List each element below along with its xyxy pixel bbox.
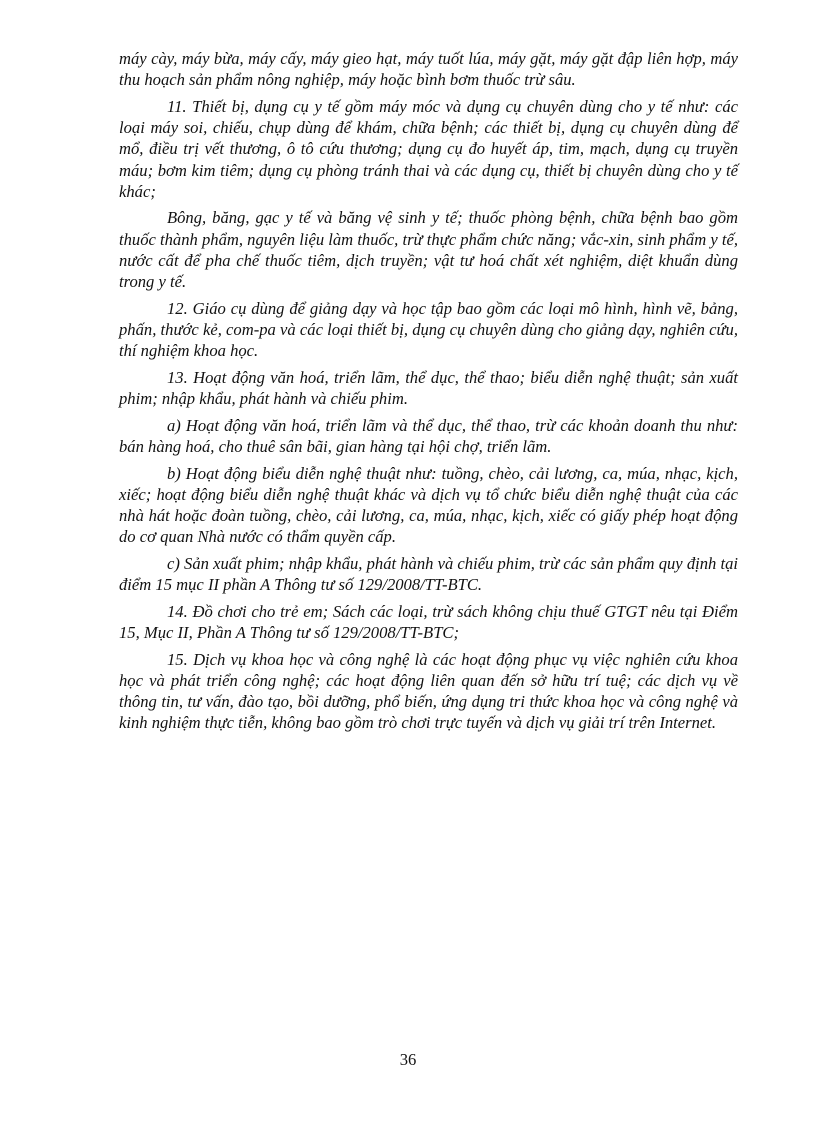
paragraph-item-12: 12. Giáo cụ dùng để giảng dạy và học tập bao gồm các loại mô hình, hình vẽ, bảng, phấn, thước kẻ, com-pa và các loại thiết bị, dụng cụ chuyên dùng cho giảng dạy, nghiên cứu, thí nghiệm khoa học. <box>119 298 738 361</box>
paragraph-item-13c: c) Sản xuất phim; nhập khẩu, phát hành và chiếu phim, trừ các sản phẩm quy định tại điểm 15 mục II phần A Thông tư số 129/2008/TT-BTC. <box>119 553 738 595</box>
paragraph-item-14: 14. Đồ chơi cho trẻ em; Sách các loại, trừ sách không chịu thuế GTGT nêu tại Điểm 15, Mục II, Phần A Thông tư số 129/2008/TT-BTC; <box>119 601 738 643</box>
paragraph-item-13a: a) Hoạt động văn hoá, triển lãm và thể dục, thể thao, trừ các khoản doanh thu như: bán hàng hoá, cho thuê sân bãi, gian hàng tại hội chợ, triển lãm. <box>119 415 738 456</box>
page-number: 36 <box>399 1050 417 1069</box>
paragraph-continuation: máy cày, máy bừa, máy cấy, máy gieo hạt, máy tuốt lúa, máy gặt, máy gặt đập liên hợp, máy thu hoạch sản phẩm nông nghiệp, máy hoặc bình bơm thuốc trừ sâu. <box>119 49 738 90</box>
paragraph-item-11-continued: Bông, băng, gạc y tế và băng vệ sinh y tế; thuốc phòng bệnh, chữa bệnh bao gồm thuốc thành phẩm, nguyên liệu làm thuốc, trừ thực phẩm chức năng; vắc-xin, sinh phẩm y tế, nước cất để pha chế thuốc tiêm, dịch truyền; vật tư hoá chất xét nghiệm, diệt khuẩn dùng trong y tế. <box>119 208 738 292</box>
paragraph-item-13: 13. Hoạt động văn hoá, triển lãm, thể dục, thể thao; biểu diễn nghệ thuật; sản xuất phim; nhập khẩu, phát hành và chiếu phim. <box>119 367 738 409</box>
paragraph-item-11: 11. Thiết bị, dụng cụ y tế gồm máy móc và dụng cụ chuyên dùng cho y tế như: các loại máy soi, chiếu, chụp dùng để khám, chữa bệnh; các thiết bị, dụng cụ chuyên dùng để mổ, điều trị vết thương, ô tô cứu thương; dụng cụ đo huyết áp, tim, mạch, dụng cụ truyền máu; bơm kim tiêm; dụng cụ phòng tránh thai và các dụng cụ, thiết bị chuyên dùng cho y tế khác; <box>119 96 738 201</box>
paragraph-item-15: 15. Dịch vụ khoa học và công nghệ là các hoạt động phục vụ việc nghiên cứu khoa học và phát triển công nghệ; các hoạt động liên quan đến sở hữu trí tuệ; các dịch vụ về thông tin, tư vấn, đào tạo, bồi dưỡng, phổ biến, ứng dụng tri thức khoa học và công nghệ và kinh nghiệm thực tiễn, không bao gồm trò chơi trực tuyến và dịch vụ giải trí trên Internet. <box>119 649 738 733</box>
paragraph-item-13b: b) Hoạt động biểu diễn nghệ thuật như: tuồng, chèo, cải lương, ca, múa, nhạc, kịch, xiếc; hoạt động biểu diễn nghệ thuật khác và dịch vụ tổ chức biểu diễn nghệ thuật của các nhà hát hoặc đoàn tuồng, chèo, cải lương, ca, múa, nhạc, kịch, xiếc có giấy phép hoạt động do cơ quan Nhà nước có thẩm quyền cấp. <box>119 463 738 547</box>
document-body <box>119 48 738 739</box>
